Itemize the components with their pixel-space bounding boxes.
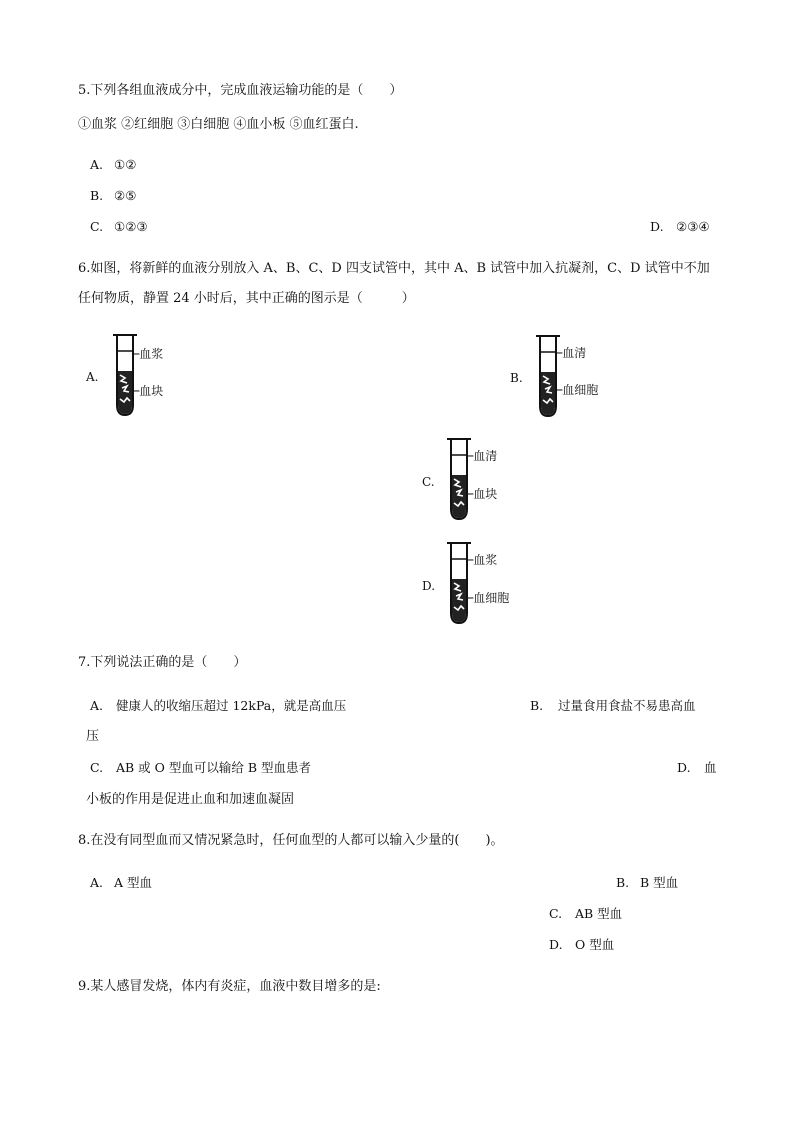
q8-option-b-text: B 型血 xyxy=(640,875,679,890)
q7-option-c-letter: C. xyxy=(90,760,104,775)
tube-c-top-label: ─血清 xyxy=(466,449,498,463)
q8-option-c-letter: C. xyxy=(549,906,563,921)
tube-a-bottom-label: ─血块 xyxy=(132,384,164,398)
q7-option-c-text: AB 或 O 型血可以输给 B 型血患者 xyxy=(116,760,312,775)
q8-option-d-letter: D. xyxy=(549,937,563,952)
label-line-icon: ─ xyxy=(466,449,474,463)
q8-option-d-text: O 型血 xyxy=(575,937,615,952)
q8-stem: 8.在没有同型血而又情况紧急时，任何血型的人都可以输入少量的( )。 xyxy=(78,833,504,848)
q8-option-a-letter: A. xyxy=(90,875,104,890)
q7-option-d-wrap: 小板的作用是促进止血和加速血凝固 xyxy=(86,792,295,807)
q8-option-a-text: A 型血 xyxy=(114,875,153,890)
tube-a xyxy=(110,333,142,419)
tube-c-bottom-label: ─血块 xyxy=(466,487,498,501)
test-tube-a-icon xyxy=(110,333,142,419)
q5-option-d-letter: D. xyxy=(650,219,664,234)
q5-option-b-letter: B. xyxy=(90,188,104,203)
tube-c-letter: C. xyxy=(422,475,435,489)
q5-option-a-letter: A. xyxy=(90,157,104,172)
label-line-icon: ─ xyxy=(555,383,563,397)
tube-b-bottom-label: ─血细胞 xyxy=(555,383,599,397)
tube-a-top-label: ─血浆 xyxy=(132,347,164,361)
label-line-icon: ─ xyxy=(466,487,474,501)
q5-option-a-text: ①② xyxy=(114,157,137,172)
q7-option-b-text: 过量食用食盐不易患高血 xyxy=(558,698,696,713)
label-line-icon: ─ xyxy=(132,384,140,398)
q7-option-b-wrap: 压 xyxy=(86,729,100,744)
label-line-icon: ─ xyxy=(132,347,140,361)
q7-option-a-letter: A. xyxy=(90,698,104,713)
tube-b-top-label: ─血清 xyxy=(555,346,587,360)
q9-stem: 9.某人感冒发烧，体内有炎症，血液中数目增多的是: xyxy=(78,979,381,994)
label-line-icon: ─ xyxy=(466,591,474,605)
q6-stem-line2: 任何物质，静置 24 小时后，其中正确的图示是（ ） xyxy=(78,291,415,306)
tube-a-letter: A. xyxy=(86,370,99,384)
q5-option-c-letter: C. xyxy=(90,219,104,234)
q7-option-b-letter: B. xyxy=(530,698,544,713)
label-line-icon: ─ xyxy=(466,553,474,567)
tube-d-top-label: ─血浆 xyxy=(466,553,498,567)
q5-option-d-text: ②③④ xyxy=(676,219,710,234)
tube-b-letter: B. xyxy=(510,371,523,385)
q8-option-c-text: AB 型血 xyxy=(575,906,623,921)
q7-option-d-letter: D. xyxy=(677,760,691,775)
q5-option-c-text: ①②③ xyxy=(114,219,148,234)
tube-d-bottom-label: ─血细胞 xyxy=(466,591,510,605)
q7-option-a-text: 健康人的收缩压超过 12kPa，就是高血压 xyxy=(116,698,347,713)
tube-d-letter: D. xyxy=(422,579,436,593)
q7-stem: 7.下列说法正确的是（ ） xyxy=(78,655,247,670)
q7-option-d-text: 血 xyxy=(704,760,717,775)
q5-items: ①血浆 ②红细胞 ③白细胞 ④血小板 ⑤血红蛋白. xyxy=(78,117,359,132)
q5-stem: 5.下列各组血液成分中，完成血液运输功能的是（ ） xyxy=(78,83,403,98)
label-line-icon: ─ xyxy=(555,346,563,360)
q6-stem-line1: 6.如图，将新鲜的血液分别放入 A、B、C、D 四支试管中，其中 A、B 试管中加入抗凝剂，C、D 试管中不加 xyxy=(78,261,710,276)
q5-option-b-text: ②⑤ xyxy=(114,188,137,203)
q8-option-b-letter: B. xyxy=(616,875,630,890)
